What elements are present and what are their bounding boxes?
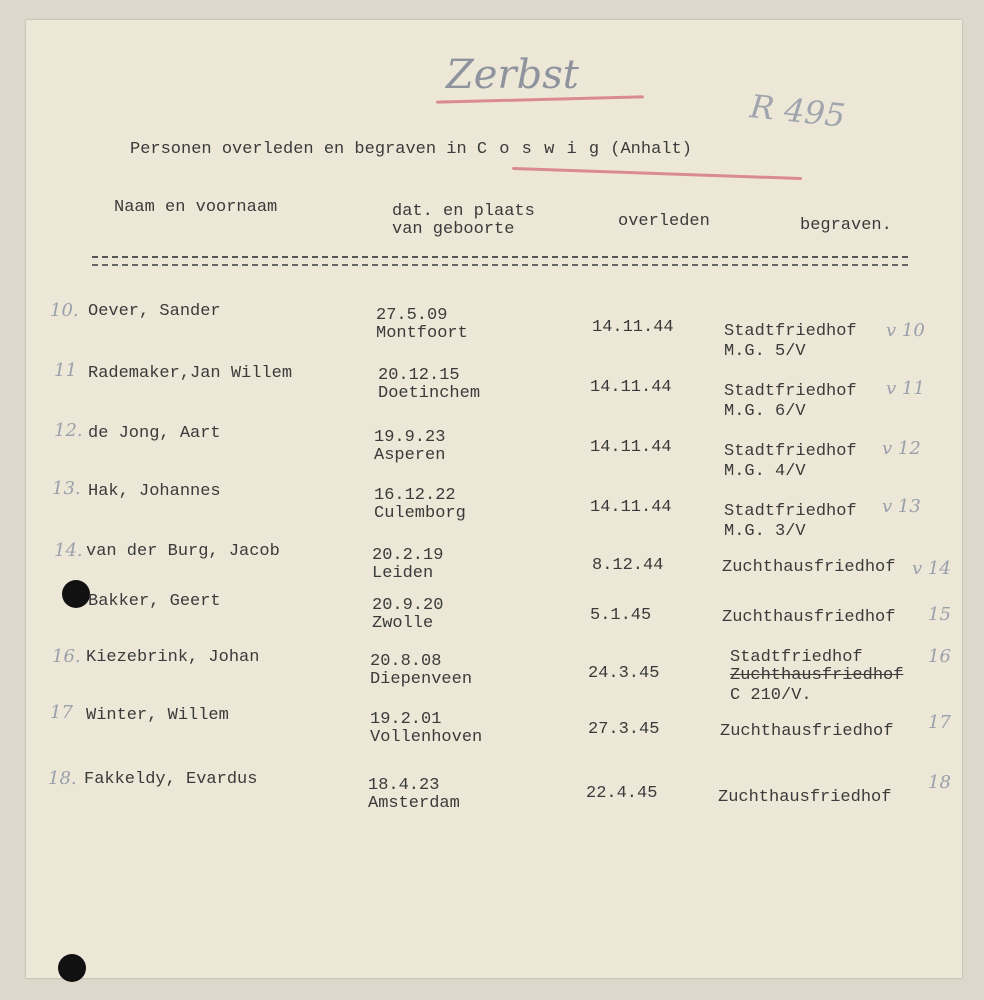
row-birth-place: Culemborg xyxy=(374,504,466,523)
row-check-mark: 16 xyxy=(928,646,951,667)
row-birth-date: 20.12.15 xyxy=(378,366,460,385)
row-buried-1: Stadtfriedhof xyxy=(724,382,857,401)
row-check-mark: v 10 xyxy=(886,320,925,341)
handwritten-place-name: Zerbst xyxy=(446,52,579,98)
row-buried-1: Stadtfriedhof xyxy=(724,322,857,341)
row-birth-place: Vollenhoven xyxy=(370,728,483,747)
punch-hole-bottom xyxy=(58,954,86,982)
row-birth-place: Diepenveen xyxy=(370,670,473,689)
row-birth-date: 19.2.01 xyxy=(370,710,442,729)
margin-number: 13. xyxy=(52,478,81,499)
row-buried-2: M.G. 3/V xyxy=(724,522,806,541)
row-buried-2: C 210/V. xyxy=(730,686,812,705)
row-name: Fakkeldy, Evardus xyxy=(84,770,258,789)
row-buried-2: M.G. 5/V xyxy=(724,342,806,361)
header-died: overleden xyxy=(618,212,710,231)
row-buried-1: Zuchthausfriedhof xyxy=(722,608,896,627)
row-birth-date: 20.9.20 xyxy=(372,596,444,615)
row-name: Rademaker,Jan Willem xyxy=(88,364,293,383)
row-name: de Jong, Aart xyxy=(88,424,221,443)
row-died: 24.3.45 xyxy=(588,664,660,683)
header-divider-2 xyxy=(92,264,908,266)
row-birth-place: Doetinchem xyxy=(378,384,481,403)
row-birth-date: 27.5.09 xyxy=(376,306,448,325)
row-check-mark: 17 xyxy=(928,712,951,733)
row-died: 14.11.44 xyxy=(590,498,672,517)
margin-number: 14. xyxy=(54,540,83,561)
row-died: 8.12.44 xyxy=(592,556,664,575)
page-title xyxy=(130,140,692,160)
title-suffix: (Anhalt) xyxy=(610,140,692,159)
row-died: 27.3.45 xyxy=(588,720,660,739)
header-name: Naam en voornaam xyxy=(114,198,278,217)
row-buried-1: Zuchthausfriedhof xyxy=(718,788,892,807)
row-name: van der Burg, Jacob xyxy=(86,542,280,561)
row-name: Hak, Johannes xyxy=(88,482,221,501)
row-buried-2: M.G. 6/V xyxy=(724,402,806,421)
row-died: 14.11.44 xyxy=(590,378,672,397)
row-birth-date: 18.4.23 xyxy=(368,776,440,795)
row-buried-1: Zuchthausfriedhof xyxy=(722,558,896,577)
row-name: Oever, Sander xyxy=(88,302,221,321)
row-birth-date: 19.9.23 xyxy=(374,428,446,447)
row-birth-place: Zwolle xyxy=(372,614,434,633)
row-buried-1: Zuchthausfriedhof xyxy=(720,722,894,741)
row-buried-1: Stadtfriedhof xyxy=(724,442,857,461)
row-birth-place: Montfoort xyxy=(376,324,468,343)
margin-number: 16. xyxy=(52,646,81,667)
row-buried-1: Stadtfriedhof xyxy=(730,648,863,667)
row-check-mark: 18 xyxy=(928,772,951,793)
margin-number: 18. xyxy=(48,768,77,789)
row-name: Kiezebrink, Johan xyxy=(86,648,260,667)
row-name: Bakker, Geert xyxy=(88,592,221,611)
row-died: 5.1.45 xyxy=(590,606,652,625)
row-birth-place: Leiden xyxy=(372,564,434,583)
row-birth-date: 16.12.22 xyxy=(374,486,456,505)
row-buried-1: Stadtfriedhof xyxy=(724,502,857,521)
row-name: Winter, Willem xyxy=(86,706,229,725)
row-check-mark: v 11 xyxy=(886,378,925,399)
row-check-mark: v 12 xyxy=(882,438,921,459)
row-died: 14.11.44 xyxy=(590,438,672,457)
row-check-mark: v 13 xyxy=(882,496,921,517)
row-birth-place: Asperen xyxy=(374,446,446,465)
margin-number: 11 xyxy=(54,360,77,381)
row-died: 14.11.44 xyxy=(592,318,674,337)
header-buried: begraven. xyxy=(800,216,892,235)
margin-number: 12. xyxy=(54,420,83,441)
header-birth-line1: dat. en plaats xyxy=(392,202,535,221)
row-check-mark: v 14 xyxy=(912,558,951,579)
row-check-mark: 15 xyxy=(928,604,951,625)
header-birth-line2: van geboorte xyxy=(392,220,515,239)
punch-hole-top xyxy=(62,580,90,608)
handwritten-reference: R 495 xyxy=(748,87,848,135)
margin-number: 17 xyxy=(50,702,73,723)
title-city: C o s w i g xyxy=(476,140,601,159)
row-died: 22.4.45 xyxy=(586,784,658,803)
row-buried-2: M.G. 4/V xyxy=(724,462,806,481)
row-buried-struck: Zuchthausfriedhof xyxy=(730,666,904,685)
row-birth-place: Amsterdam xyxy=(368,794,460,813)
row-birth-date: 20.8.08 xyxy=(370,652,442,671)
title-prefix: Personen overleden en begraven in xyxy=(130,140,467,159)
row-birth-date: 20.2.19 xyxy=(372,546,444,565)
margin-number: 10. xyxy=(50,300,79,321)
header-divider xyxy=(92,256,908,258)
